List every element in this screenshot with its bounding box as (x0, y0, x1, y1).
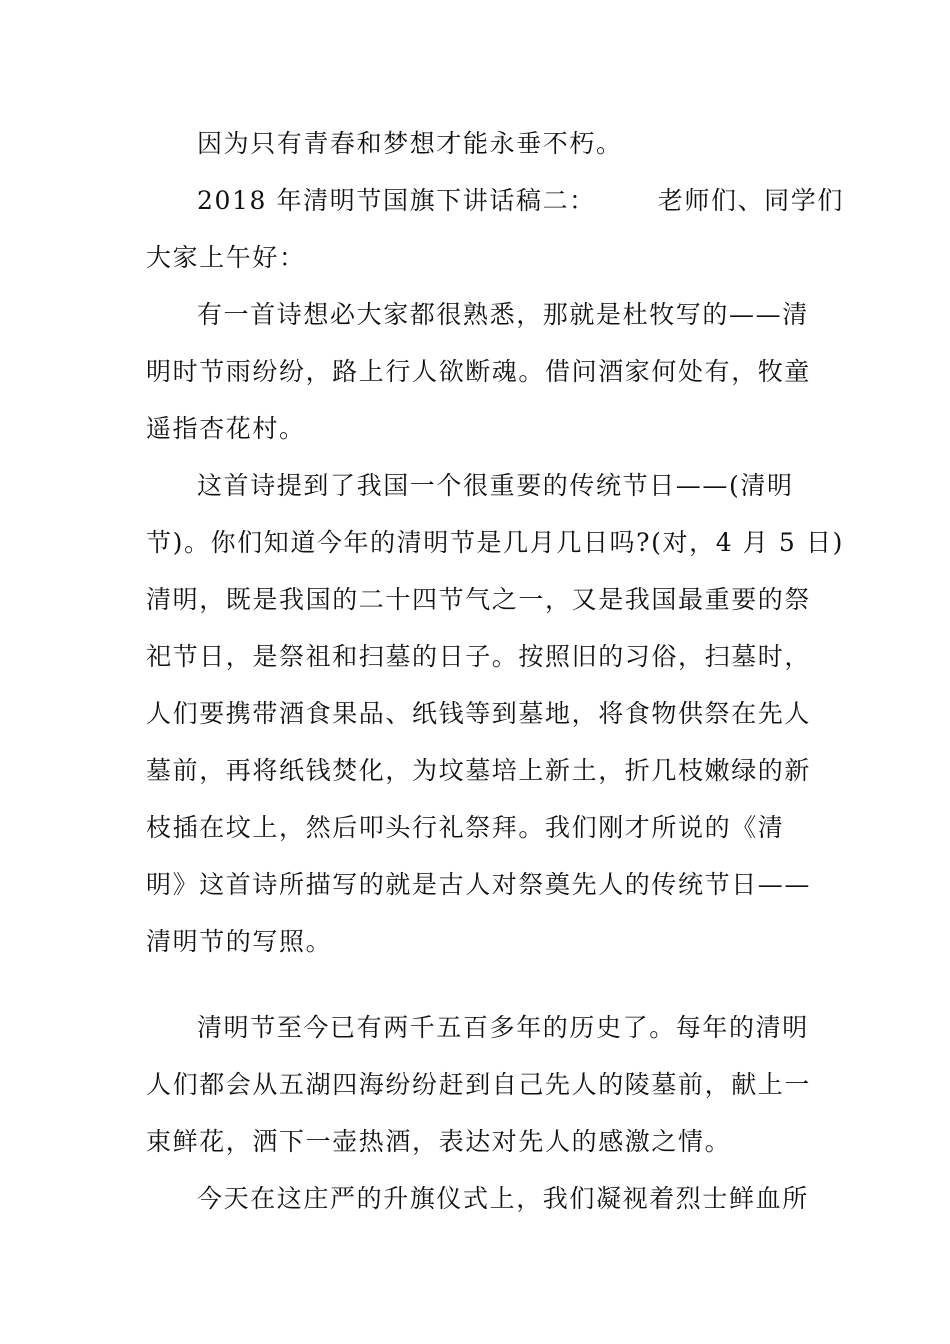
text-line: 遥指杏花村。 (146, 414, 306, 443)
text-line: 墓前，再将纸钱焚化，为坟墓培上新土，折几枝嫩绿的新 (146, 756, 812, 785)
text-line: 人们要携带酒食果品、纸钱等到墓地，将食物供祭在先人 (146, 699, 812, 728)
text-line: 这首诗提到了我国一个很重要的传统节日——(清明 (197, 471, 794, 500)
text-line: 清明节的写照。 (146, 927, 333, 956)
text-line: 枝插在坟上，然后叩头行礼祭拜。我们刚才所说的《清 (146, 813, 785, 842)
text-line: 今天在这庄严的升旗仪式上，我们凝视着烈士鲜血所 (197, 1184, 809, 1213)
text-line: 因为只有青春和梦想才能永垂不朽。 (197, 129, 623, 158)
text-line: 清明，既是我国的二十四节气之一，又是我国最重要的祭 (146, 585, 812, 614)
text-line: 束鲜花，洒下一壶热酒，表达对先人的感激之情。 (146, 1127, 732, 1156)
text-line: 人们都会从五湖四海纷纷赶到自己先人的陵墓前，献上一 (146, 1070, 812, 1099)
text-line: 明》这首诗所描写的就是古人对祭奠先人的传统节日—— (146, 870, 812, 899)
text-line: 明时节雨纷纷，路上行人欲断魂。借问酒家何处有，牧童 (146, 357, 812, 386)
speech-salutation: 老师们、同学们 (657, 186, 844, 215)
text-line: 有一首诗想必大家都很熟悉，那就是杜牧写的——清 (197, 300, 809, 329)
text-line: 清明节至今已有两千五百多年的历史了。每年的清明 (197, 1013, 809, 1042)
speech-heading-line (197, 183, 844, 219)
text-line: 节)。你们知道今年的清明节是几月几日吗?(对，4 月 5 日) (146, 528, 844, 557)
speech-title: 2018 年清明节国旗下讲话稿二： (197, 186, 596, 215)
text-line: 祀节日，是祭祖和扫墓的日子。按照旧的习俗，扫墓时， (146, 642, 812, 671)
text-line: 大家上午好： (146, 243, 306, 272)
